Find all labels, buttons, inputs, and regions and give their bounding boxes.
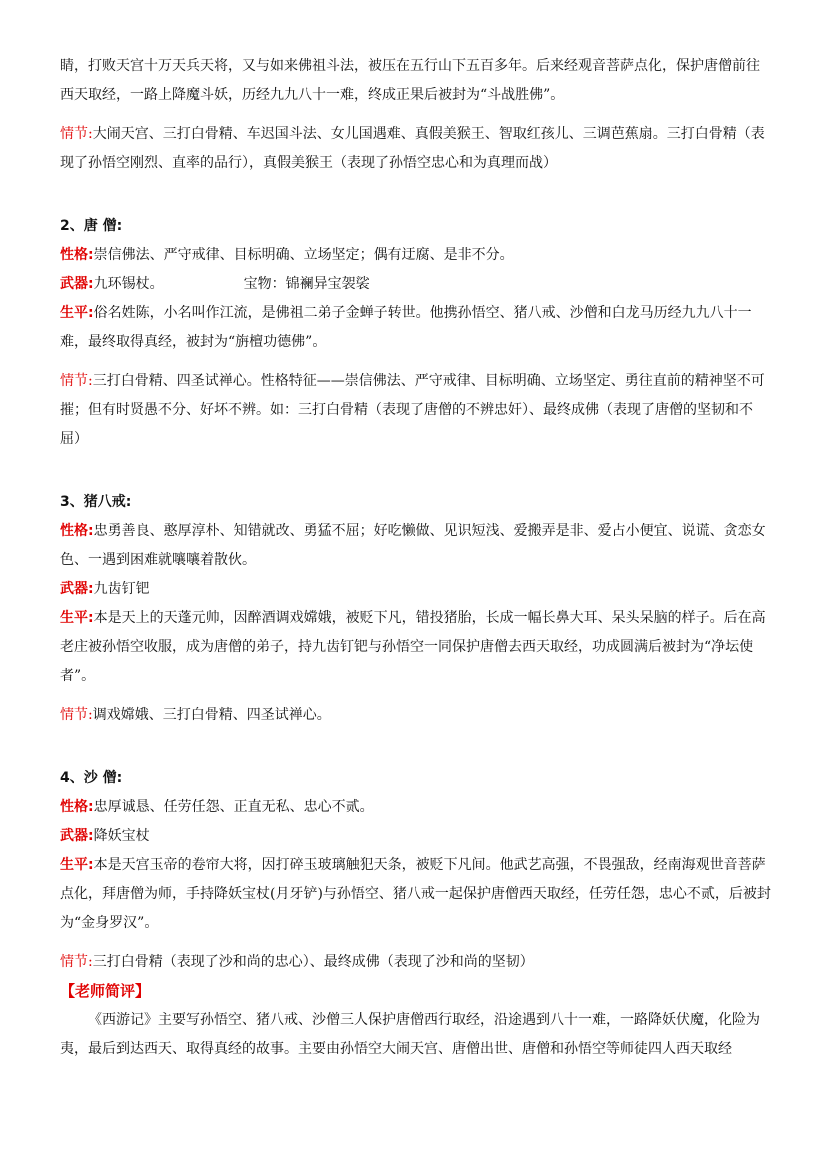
intro-paragraph: 睛，打败天宫十万天兵天将，又与如来佛祖斗法，被压在五行山下五百多年。后来经观音菩萨点化，保护唐僧前往西天取经，一路上降魔斗妖，历经九九八十一难，终成正果后被封为“斗战胜佛”。: [60, 58, 760, 103]
plot-line: [60, 948, 772, 977]
personality-line: [60, 241, 772, 270]
review-paragraph: 《西游记》主要写孙悟空、猪八戒、沙僧三人保护唐僧西行取经，沿途遇到八十一难，一路降妖伏魔，化险为夷，最后到达西天、取得真经的故事。主要由孙悟空大闹天宫、唐僧出世、唐僧和孙悟空等师徒四人西天取经: [60, 1012, 760, 1057]
plot-line: [60, 701, 772, 730]
plot-text: 大闹天宫、三打白骨精、车迟国斗法、女儿国遇难、真假美猴王、智取红孩儿、三调芭蕉扇。三打白骨精（表现了孙悟空刚烈、直率的品行），真假美猴王（表现了孙悟空忠心和为真理而战）: [60, 126, 765, 171]
plot-line: [60, 367, 772, 454]
plot-label: 情节:: [60, 373, 93, 389]
life-text: 本是天宫玉帝的卷帘大将，因打碎玉玻璃触犯天条，被贬下凡间。他武艺高强，不畏强敌，经南海观世音菩萨点化，拜唐僧为师，手持降妖宝杖(月牙铲)与孙悟空、猪八戒一起保护唐僧西天取经，任劳任怨，忠心不贰，后被封为“金身罗汉”。: [60, 857, 771, 931]
section-heading-zhubajie: 3、猪八戒:: [60, 494, 132, 510]
life-label: 生平:: [60, 305, 94, 321]
weapon-label: 武器:: [60, 581, 94, 597]
weapon-line: [60, 270, 772, 299]
life-line: [60, 299, 772, 357]
personality-label: 性格:: [60, 523, 94, 539]
life-line: [60, 851, 772, 938]
section-heading-tangseng: 2、唐 僧:: [60, 218, 123, 234]
treasure-text: 宝物：锦襕异宝袈裟: [243, 276, 370, 292]
document-page: [60, 52, 772, 1064]
plot-text: 调戏嫦娥、三打白骨精、四圣试禅心。: [92, 707, 331, 723]
weapon-line: [60, 822, 772, 851]
personality-text: 忠厚诚恳、任劳任怨、正直无私、忠心不贰。: [93, 799, 374, 815]
section-heading-shaseng: 4、沙 僧:: [60, 770, 123, 786]
personality-text: 忠勇善良、憨厚淳朴、知错就改、勇猛不屈；好吃懒做、见识短浅、爱搬弄是非、爱占小便宜、说谎、贪恋女色、一遇到困难就嚷嚷着散伙。: [60, 523, 766, 568]
weapon-label: 武器:: [60, 276, 94, 292]
life-line: [60, 604, 772, 691]
life-label: 生平:: [60, 857, 94, 873]
weapon-text: 九齿钉钯: [93, 581, 150, 597]
personality-line: [60, 517, 772, 575]
plot-text: 三打白骨精、四圣试禅心。性格特征——崇信佛法、严守戒律、目标明确、立场坚定、勇往直前的精神坚不可摧；但有时贤愚不分、好坏不辨。如：三打白骨精（表现了唐僧的不辨忠奸）、最终成佛（表现了唐僧的坚韧和不屈）: [60, 373, 765, 447]
weapon-label: 武器:: [60, 828, 94, 844]
personality-label: 性格:: [60, 247, 94, 263]
life-text: 本是天上的天蓬元帅，因醉酒调戏嫦娥，被贬下凡，错投猪胎，长成一幅长鼻大耳、呆头呆脑的样子。后在高老庄被孙悟空收服，成为唐僧的弟子，持九齿钉钯与孙悟空一同保护唐僧去西天取经，功成圆满后被封为“净坛使者”。: [60, 610, 766, 684]
life-text: 俗名姓陈，小名叫作江流，是佛祖二弟子金蝉子转世。他携孙悟空、猪八戒、沙僧和白龙马历经九九八十一难，最终取得真经，被封为“旃檀功德佛”。: [60, 305, 752, 350]
weapon-text: 降妖宝杖: [93, 828, 150, 844]
review-heading: 【老师简评】: [60, 982, 151, 1000]
plot-label: 情节:: [60, 954, 93, 970]
weapon-text: 九环锡杖。: [93, 276, 164, 292]
life-label: 生平:: [60, 610, 94, 626]
weapon-line: [60, 575, 772, 604]
personality-label: 性格:: [60, 799, 94, 815]
plot-label: 情节:: [60, 126, 93, 142]
personality-text: 崇信佛法、严守戒律、目标明确、立场坚定；偶有迂腐、是非不分。: [93, 247, 514, 263]
intro-plot: [60, 120, 772, 178]
personality-line: [60, 793, 772, 822]
plot-text: 三打白骨精（表现了沙和尚的忠心）、最终成佛（表现了沙和尚的坚韧）: [92, 954, 534, 970]
plot-label: 情节:: [60, 707, 93, 723]
